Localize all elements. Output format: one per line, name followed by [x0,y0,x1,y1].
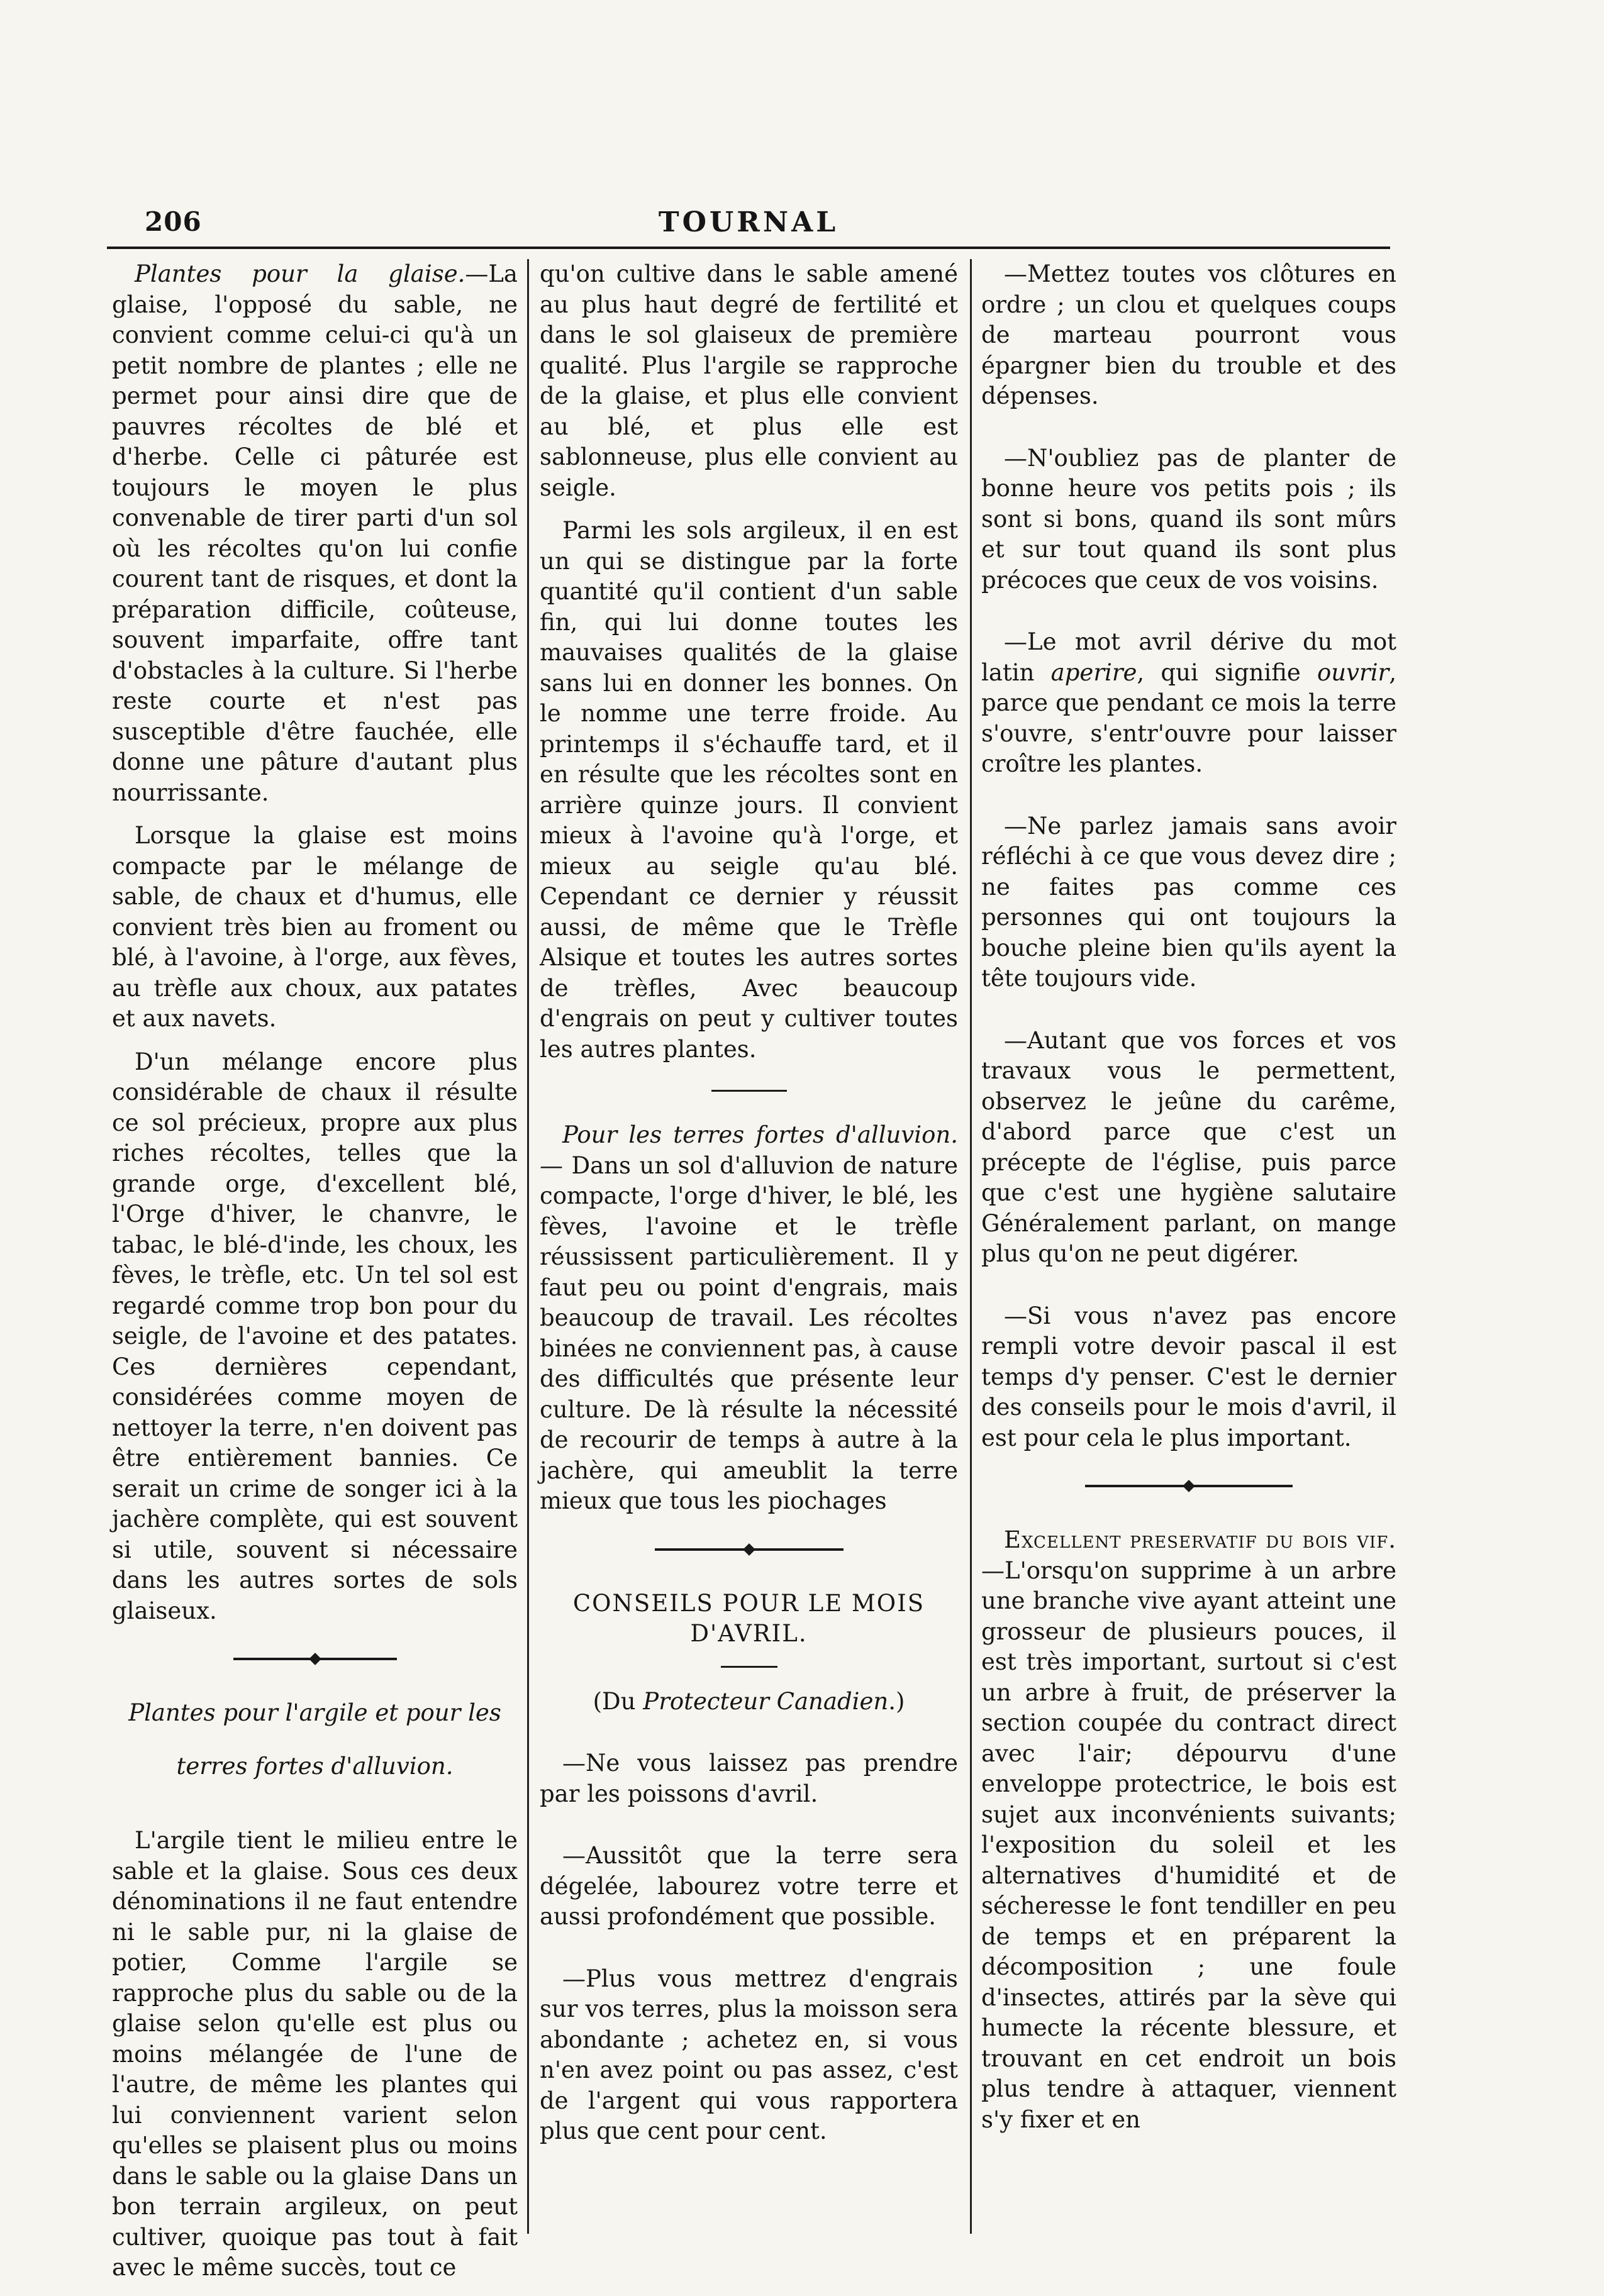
section-separator [711,1090,787,1092]
rubric-heading: Pour les terres fortes d'alluvion. [562,1121,958,1148]
latin-word: ouvrir [1317,658,1390,686]
rubric-heading: Plantes pour la glaise. [135,260,465,287]
column-left [112,259,518,2296]
section-title: Plantes pour l'argile et pour les [128,1699,501,1726]
paragraph-avril [981,627,1396,780]
paragraph-text: —Mettez toutes vos clôtures en ordre ; un clou et quelques coups de marteau pourront vous épargner bien du trouble et des dépenses. [981,260,1396,409]
latin-word: aperire [1050,658,1137,686]
column-middle [540,259,958,2160]
section-separator [721,1666,777,1668]
source-prefix: (Du [593,1687,643,1715]
section-separator [1085,1485,1293,1487]
source-suffix: .) [888,1687,905,1715]
paragraph-text: —Ne parlez jamais sans avoir réfléchi à ce que vous devez dire ; ne faites pas comme ces personnes qui ont toujours la bouche pleine bien qu'ils ayent la tête toujours vide. [981,812,1396,992]
journal-title: TOURNAL [658,206,839,238]
paragraph-glaise [112,259,518,808]
source-name: Protecteur Canadien [643,1687,889,1715]
section-title: CONSEILS POUR LE MOIS D'AVRIL. [572,1589,925,1647]
paragraph-text: —Autant que vos forces et vos travaux vous le permettent, observez le jeûne du carême, d'abord parce que c'est un précepte de l'église, puis parce que c'est une hygiène salutaire Généralement parlant, on mange plus qu'on ne peut digérer. [981,1026,1396,1267]
header-rule [107,247,1390,249]
column-right [981,259,1396,2148]
paragraph-text: —Ne vous laissez pas prendre par les poissons d'avril. [540,1750,958,1807]
paragraph-text: Parmi les sols argileux, il en est un qui se distingue par la forte quantité qu'il contient d'un sable fin, qui lui donne toutes les mauvaises qualités de la glaise sans lui en donner les bonnes. On le nomme une terre froide. Au printemps il s'échauffe tard, et il en résulte que les récoltes sont en arrière quinze jours. Il convient mieux à l'avoine qu'à l'orge, et mieux au seigle qu'au blé. Cependant ce dernier y réussit aussi, de même que le Trèfle Alsique et toutes les autres sortes de trèfles, Avec beaucoup d'engrais on peut y cultiver toutes les autres plantes. [540,517,958,1063]
page-number: 206 [145,206,202,237]
section-separator [655,1548,844,1551]
paragraph-text: D'un mélange encore plus considérable de chaux il résulte ce sol précieux, propre aux plus riches récoltes, telles que la grande orge, d'excellent blé, l'Orge d'hiver, le chanvre, le tabac, le blé-d'inde, les choux, les fèves, le trèfle, etc. Un tel sol est regardé comme trop bon pour du seigle, de l'avoine et des patates. Ces dernières cependant, considérées comme moyen de nettoyer la terre, n'en doivent pas être entièrement bannies. Ce serait un crime de songer ici à la jachère complète, qui est souvent si utile, souvent si nécessaire dans les autres sortes de sols glaiseux. [112,1048,518,1624]
section-separator [233,1658,397,1660]
paragraph-preservatif [981,1525,1396,2135]
paragraph-text: —La glaise, l'opposé du sable, ne convient comme celui-ci qu'à un petit nombre de plantes ; elle ne permet pour ainsi dire que de pauvres récoltes de blé et d'herbe. Celle ci pâturée est toujours le moyen le plus convenable de tirer parti d'un sol où les récoltes qu'on lui confie courent tant de risques, et dont la préparation difficile, coûteuse, souvent imparfaite, offre tant d'obstacles à la culture. Si l'herbe reste courte et n'est pas susceptible d'être fauchée, elle donne une pâture d'autant plus nourrissante. [112,260,518,806]
page-header [107,200,1390,244]
paragraph-text: —L'orsqu'on supprime à un arbre une branche vive ayant atteint une grosseur de plusieurs pouces, il est très important, surtout si c'est un arbre à fruit, de préserver la section coupée du contract direct avec l'air; dépourvu d'une enveloppe protectrice, le bois est sujet aux inconvénients suivants; l'exposition du soleil et les alternatives d'humidité et de sécheresse le font tendiller en peu de temps et en préparent la décomposition ; une foule d'insectes, attirés par la sève qui humecte la récente blessure, et trouvant en cet endroit un bois plus tendre à attaquer, viennent s'y fixer et en [981,1556,1396,2133]
paragraph-text: —N'oubliez pas de planter de bonne heure vos petits pois ; ils sont si bons, quand ils sont mûrs et sur tout quand ils sont plus précoces que ceux de vos voisins. [981,444,1396,594]
paragraph-text: —Plus vous mettrez d'engrais sur vos terres, plus la moisson sera abondante ; achetez en, si vous n'en avez point ou pas assez, c'est de l'argent qui vous rapportera plus que cent pour cent. [540,1965,958,2144]
paragraph-text: — Dans un sol d'alluvion de nature compacte, l'orge d'hiver, le blé, les fèves, l'avoine et le trèfle réussissent particulièrement. Il y faut peu ou point d'engrais, mais beaucoup de travail. Les récoltes binées ne conviennent pas, à cause des difficultés que présente leur culture. De là résulte la nécessité de recourir de temps à autre à la jachère, qui ameublit la terre mieux que tous les piochages [540,1151,958,1514]
paragraph-text: qu'on cultive dans le sable amené au plus haut degré de fertilité et dans le sol glaiseux de première qualité. Plus l'argile se rapproche de la glaise, et plus elle convient au blé, et plus elle est sablonneuse, plus elle convient au seigle. [540,260,958,501]
paragraph-text: —Aussitôt que la terre sera dégelée, labourez votre terre et aussi profondément que possible. [540,1842,958,1930]
paragraph-text: Lorsque la glaise est moins compacte par le mélange de sable, de chaux et d'humus, elle convient très bien au froment ou blé, à l'avoine, à l'orge, aux fèves, au trèfle aux choux, aux patates et aux navets. [112,822,518,1032]
paragraph-text: —Si vous n'avez pas encore rempli votre devoir pascal il est temps d'y penser. C'est le dernier des conseils pour le mois d'avril, il est pour cela le plus important. [981,1302,1396,1451]
paragraph-text: , qui signifie [1137,658,1318,686]
source-line [540,1687,958,1717]
paragraph-text: L'argile tient le milieu entre le sable et la glaise. Sous ces deux dénominations il ne faut entendre ni le sable pur, ni la glaise de potier, Comme l'argile se rapproche plus du sable ou de la glaise selon qu'elle est plus ou moins mélangée de l'une de l'autre, de même les plantes qui lui conviennent varient selon qu'elles se plaisent plus ou moins dans le sable ou la glaise Dans un bon terrain argileux, on peut cultiver, quoique pas tout à fait avec le même succès, tout ce [112,1827,518,2281]
column-divider [970,259,972,2234]
paragraph-text: —Le mot avril dérive du mot latin [981,628,1396,686]
paragraph-alluvion [540,1120,958,1517]
rubric-heading: Excellent preservatif du bois vif. [1004,1526,1396,1553]
section-title: terres fortes d'alluvion. [176,1752,454,1780]
paragraph-text: , parce que pendant ce mois la terre s'ouvre, s'entr'ouvre pour laisser croître les plantes. [981,658,1396,777]
column-divider [527,259,529,2234]
